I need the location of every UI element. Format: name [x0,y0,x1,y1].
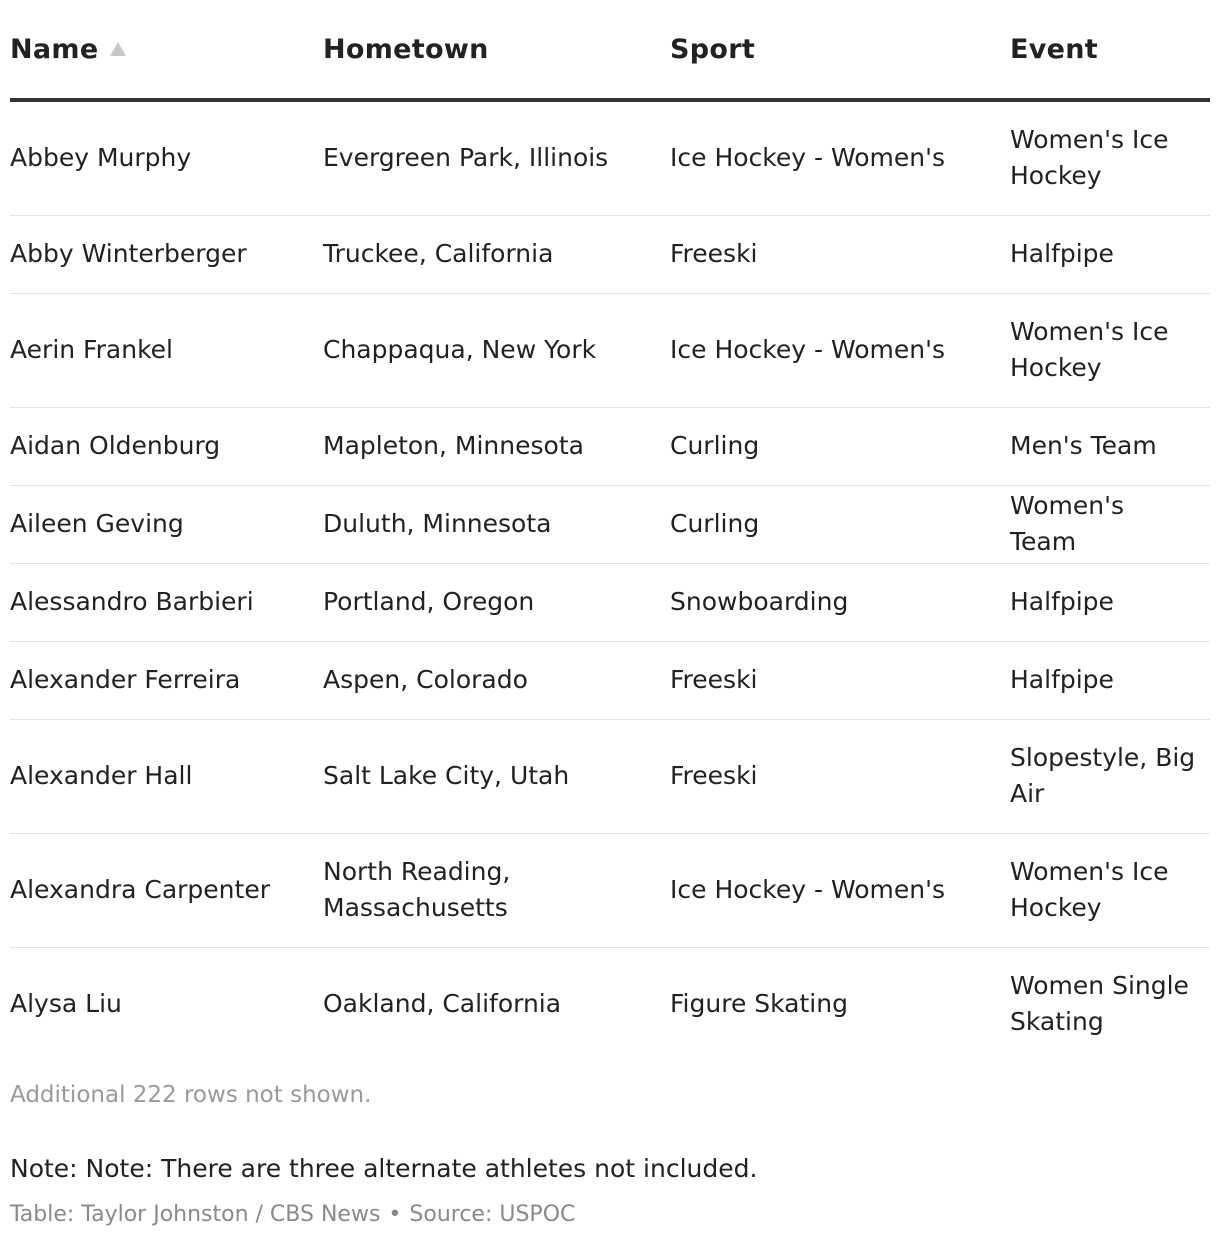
cell-name: Aidan Oldenburg [10,407,323,485]
cell-hometown: Salt Lake City, Utah [323,719,670,833]
table-row [10,293,1210,407]
cell-sport: Ice Hockey - Women's [670,293,1010,407]
cell-sport: Ice Hockey - Women's [670,100,1010,215]
table-row [10,100,1210,215]
column-header-sport-label: Sport [670,33,756,65]
cell-sport: Curling [670,407,1010,485]
table-row [10,485,1210,563]
cell-hometown: Portland, Oregon [323,563,670,641]
cell-hometown: Truckee, California [323,215,670,293]
column-header-hometown[interactable] [323,0,670,100]
cell-name: Alysa Liu [10,989,122,1019]
credit-text: Table: Taylor Johnston / CBS News [10,1202,381,1227]
cell-hometown: Duluth, Minnesota [323,485,670,563]
cell-name: Abby Winterberger [10,215,323,293]
cell-event: Women's Ice Hockey [1010,833,1210,947]
table-row [10,563,1210,641]
cell-name: Alexander Ferreira [10,641,323,719]
table-row [10,407,1210,485]
cell-event: Women Single Skating [1010,971,1189,1037]
cell-hometown: North Reading, Massachusetts [323,833,670,947]
table-row [10,833,1210,947]
separator-dot: • [388,1202,402,1227]
cell-sport: Freeski [670,641,1010,719]
cell-sport: Figure Skating [670,989,848,1019]
cell-sport: Freeski [670,215,1010,293]
cell-name: Aileen Geving [10,485,323,563]
table-note: Note: Note: There are three alternate athletes not included. [10,1154,758,1183]
cell-hometown: Mapleton, Minnesota [323,407,670,485]
cell-name: Abbey Murphy [10,100,323,215]
column-header-name[interactable] [10,0,323,100]
cell-hometown: Chappaqua, New York [323,293,670,407]
table-row [10,947,1210,1061]
cell-name: Alexander Hall [10,719,323,833]
athletes-table [10,0,1210,1061]
cell-sport: Curling [670,485,1010,563]
cell-name: Alessandro Barbieri [10,563,323,641]
table-credits [10,1202,575,1227]
more-rows-notice: Additional 222 rows not shown. [10,1082,372,1108]
cell-sport: Ice Hockey - Women's [670,833,1010,947]
sort-ascending-icon[interactable] [110,42,126,56]
cell-event: Women's Ice Hockey [1010,100,1210,215]
table-header-row [10,0,1210,100]
column-header-event[interactable] [1010,0,1210,100]
source-text: Source: USPOC [409,1202,576,1227]
cell-name: Alexandra Carpenter [10,833,323,947]
cell-hometown: Aspen, Colorado [323,641,670,719]
cell-event: Women's Team [1010,485,1210,563]
cell-event: Men's Team [1010,407,1210,485]
cell-sport: Snowboarding [670,563,1010,641]
table-row [10,215,1210,293]
cell-event: Halfpipe [1010,641,1210,719]
column-header-event-label: Event [1010,33,1098,65]
cell-event: Slopestyle, Big Air [1010,719,1210,833]
table-row [10,641,1210,719]
cell-hometown: Oakland, California [323,989,562,1019]
cell-event: Halfpipe [1010,563,1210,641]
athletes-table-container [10,0,1210,1227]
column-header-hometown-label: Hometown [323,33,489,65]
table-row [10,719,1210,833]
cell-name: Aerin Frankel [10,293,323,407]
cell-event: Halfpipe [1010,215,1210,293]
cell-event: Women's Ice Hockey [1010,293,1210,407]
column-header-name-label: Name [10,33,99,65]
cell-sport: Freeski [670,719,1010,833]
cell-hometown: Evergreen Park, Illinois [323,100,670,215]
column-header-sport[interactable] [670,0,1010,100]
